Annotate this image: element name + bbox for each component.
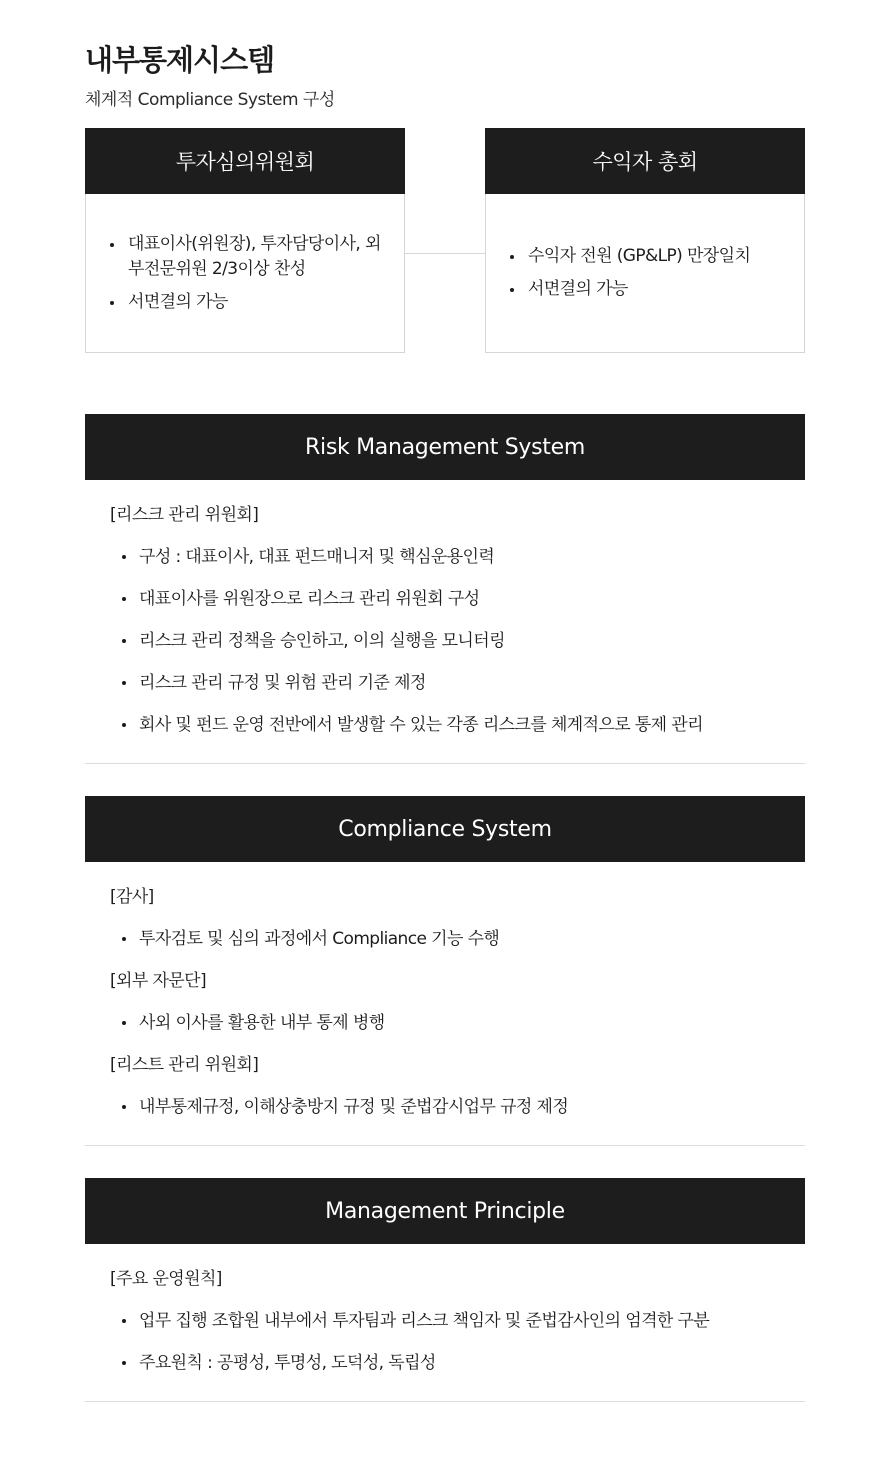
list-item: 회사 및 펀드 운영 전반에서 발생할 수 있는 각종 리스크를 체계적으로 통제 관리 — [110, 712, 805, 738]
group-label: [감사] — [110, 887, 154, 907]
investment-committee-box — [85, 128, 405, 353]
advisory-list — [110, 1010, 805, 1036]
management-principle-section — [85, 1178, 805, 1392]
risk-management-list — [110, 544, 805, 738]
beneficiary-meeting-list — [508, 236, 786, 310]
investment-committee-body — [85, 194, 405, 353]
risk-management-section — [85, 414, 805, 754]
management-principle-title: Management Principle — [85, 1178, 805, 1244]
group-label: [리스크 관리 위원회] — [110, 505, 259, 525]
beneficiary-meeting-box — [485, 128, 805, 353]
list-item: 내부통제규정, 이해상충방지 규정 및 준법감시업무 규정 제정 — [110, 1094, 805, 1120]
management-principle-body — [85, 1244, 805, 1376]
committee-list — [110, 1094, 805, 1120]
compliance-title: Compliance System — [85, 796, 805, 862]
list-item: 서면결의 가능 — [508, 277, 786, 302]
group-label: [리스트 관리 위원회] — [110, 1055, 259, 1075]
group-label: [외부 자문단] — [110, 971, 206, 991]
page-title: 내부통제시스템 — [85, 43, 275, 77]
investment-committee-list — [108, 224, 386, 323]
list-item: 수익자 전원 (GP&LP) 만장일치 — [508, 244, 786, 269]
compliance-section — [85, 796, 805, 1136]
list-item: 업무 집행 조합원 내부에서 투자팀과 리스크 책임자 및 준법감사인의 엄격한 구분 — [110, 1308, 805, 1334]
audit-list — [110, 926, 805, 952]
beneficiary-meeting-body — [485, 194, 805, 353]
list-item: 리스크 관리 정책을 승인하고, 이의 실행을 모니터링 — [110, 628, 805, 654]
group-label: [주요 운영원칙] — [110, 1269, 222, 1289]
page-subtitle: 체계적 Compliance System 구성 — [85, 90, 335, 110]
compliance-body — [85, 862, 805, 1120]
list-item: 주요원칙 : 공평성, 투명성, 도덕성, 독립성 — [110, 1350, 805, 1376]
list-item: 대표이사(위원장), 투자담당이사, 외부전문위원 2/3이상 찬성 — [108, 232, 386, 282]
list-item: 서면결의 가능 — [108, 290, 386, 315]
list-item: 대표이사를 위원장으로 리스크 관리 위원회 구성 — [110, 586, 805, 612]
risk-management-body — [85, 480, 805, 738]
principle-list — [110, 1308, 805, 1376]
risk-management-title: Risk Management System — [85, 414, 805, 480]
list-item: 투자검토 및 심의 과정에서 Compliance 기능 수행 — [110, 926, 805, 952]
beneficiary-meeting-title: 수익자 총회 — [485, 128, 805, 194]
list-item: 리스크 관리 규정 및 위험 관리 기준 제정 — [110, 670, 805, 696]
list-item: 사외 이사를 활용한 내부 통제 병행 — [110, 1010, 805, 1036]
investment-committee-title: 투자심의위원회 — [85, 128, 405, 194]
section-divider — [85, 1145, 805, 1146]
list-item: 구성 : 대표이사, 대표 펀드매니저 및 핵심운용인력 — [110, 544, 805, 570]
section-divider — [85, 763, 805, 764]
section-divider — [85, 1401, 805, 1402]
box-connector-line — [405, 253, 485, 254]
